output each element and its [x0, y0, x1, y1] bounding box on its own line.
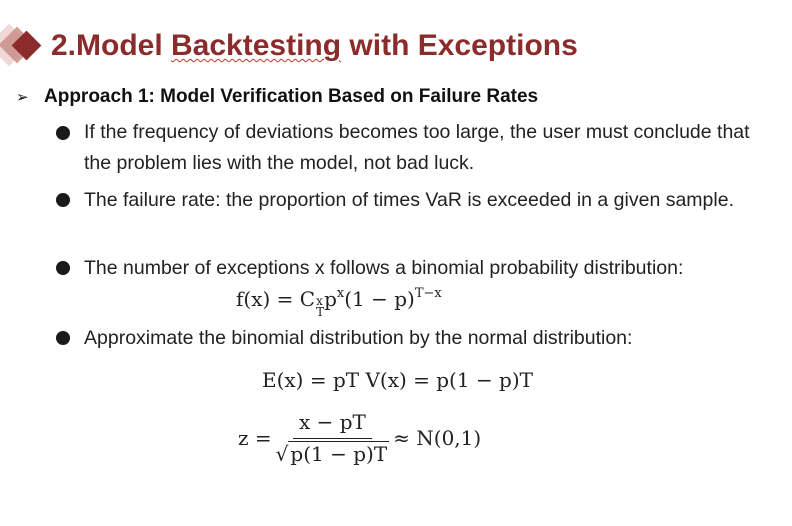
title-prefix: 2.Model: [51, 29, 172, 62]
binomial-formula: f(x) = C x T $p^x(1 - p)^{T-x}$: [236, 286, 442, 319]
z-denominator: √ p(1 − p)T: [275, 442, 388, 466]
bullet-text-3: The number of exceptions x follows a binomial probability distribution:: [84, 257, 684, 279]
title-suffix: with Exceptions: [341, 29, 578, 62]
z-lhs: z =: [238, 426, 272, 450]
bullet-dot-icon: [56, 261, 70, 275]
z-fraction: [276, 410, 390, 466]
bullet-dot-icon: [56, 126, 70, 140]
slide-title: [51, 26, 578, 66]
approach-label: Approach 1: Model Verification Based on Failure Rates: [44, 86, 539, 107]
binomial-coef-indices: x T: [316, 294, 325, 319]
z-rhs: ≈ N(0,1): [393, 426, 482, 450]
bullet-dot-icon: [56, 193, 70, 207]
z-numerator: x − pT: [293, 410, 372, 439]
binomial-lhs: f(x) = C: [236, 287, 316, 311]
bullet-text-2: The failure rate: the proportion of times VaR is exceeded in a given sample.: [84, 189, 734, 211]
approach-heading: [16, 86, 538, 108]
z-score-formula: [238, 410, 481, 466]
bullet-text-1: If the frequency of deviations becomes too large, the user must conclude that the problem lies with the model, not bad luck.: [84, 121, 750, 174]
arrow-bullet-icon: ➢: [16, 89, 29, 106]
bullet-text-4: Approximate the binomial distribution by the normal distribution:: [84, 327, 633, 349]
moments-formula: E(x) = pT V(x) = p(1 − p)T: [262, 368, 534, 392]
bullet-dot-icon: [56, 331, 70, 345]
title-spellcheck-word: Backtesting: [171, 29, 342, 62]
